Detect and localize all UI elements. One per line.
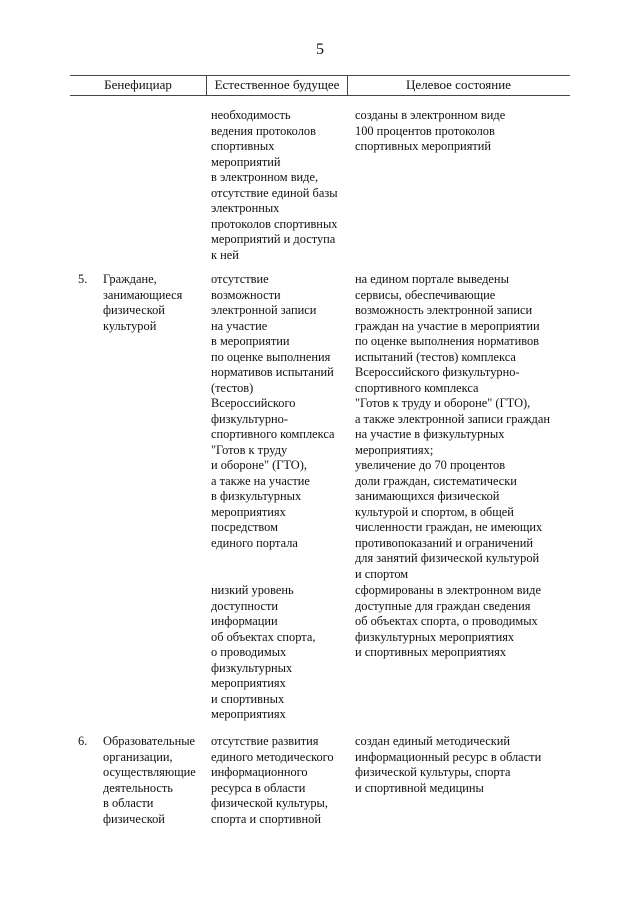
row-3-target-state: сформированы в электронном виде доступные для граждан сведения об объектах спорта, о проводимых физкультурных мероприятиях и спортивных мероприятиях bbox=[355, 583, 541, 659]
table-header bbox=[70, 75, 570, 96]
page-number: 5 bbox=[316, 41, 324, 58]
row-4-beneficiary: Образовательные организации, осуществляющие деятельность в области физической bbox=[103, 734, 196, 826]
row-2-beneficiary: Граждане, занимающиеся физической культурой bbox=[103, 272, 183, 333]
row-1-natural-future: необходимость ведения протоколов спортивных мероприятий в электронном виде, отсутствие единой базы электронных протоколов спортивных мероприятий и доступа к ней bbox=[211, 108, 338, 262]
row-2-target-state: на едином портале выведены сервисы, обеспечивающие возможность электронной записи граждан на участие в мероприятии по оценке выполнения нормативов испытаний (тестов) комплекса Всероссийского физкультурно- спортивного комплекса "Готов к труду и обороне" (ГТО), а также электронной записи граждан на участие в физкультурных мероприятиях; увеличение до 70 процентов доли граждан, систематически занимающихся физической культурой и спортом, в общей численности граждан, не имеющих противопоказаний и ограничений для занятий физической культурой и спортом bbox=[355, 272, 550, 581]
row-2-natural-future: отсутствие возможности электронной записи на участие в мероприятии по оценке выполнения нормативов испытаний (тестов) Всероссийского физкультурно- спортивного комплекса "Готов к труду и обороне" (ГТО), а также на участие в физкультурных мероприятиях посредством единого портала bbox=[211, 272, 335, 550]
row-2-number: 5. bbox=[78, 272, 88, 286]
row-4-number: 6. bbox=[78, 734, 88, 748]
header-target-state: Целевое состояние bbox=[406, 77, 511, 92]
row-4-target-state: создан единый методический информационный ресурс в области физической культуры, спорта и спортивной медицины bbox=[355, 734, 542, 795]
header-natural-future: Естественное будущее bbox=[206, 76, 348, 95]
row-1-target-state: созданы в электронном виде 100 процентов протоколов спортивных мероприятий bbox=[355, 108, 506, 153]
header-beneficiary: Бенефициар bbox=[104, 77, 172, 92]
row-4-natural-future: отсутствие развития единого методического информационного ресурса в области физической культуры, спорта и спортивной bbox=[211, 734, 334, 826]
row-3-natural-future: низкий уровень доступности информации об объектах спорта, о проводимых физкультурных мероприятиях и спортивных мероприятиях bbox=[211, 583, 316, 721]
